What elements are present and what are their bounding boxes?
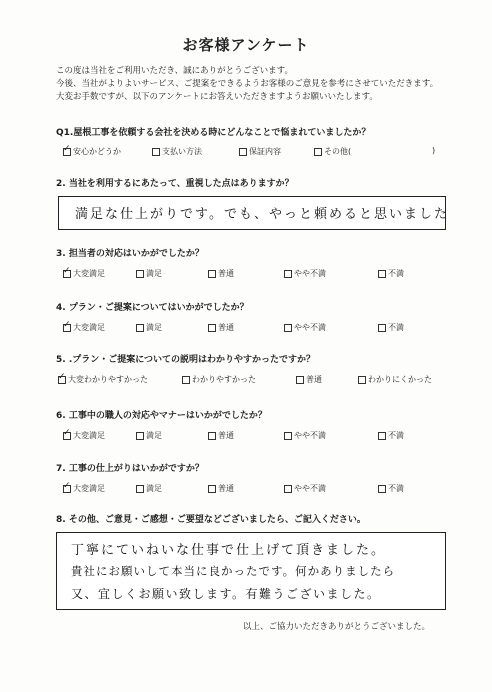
checkbox[interactable] bbox=[239, 148, 247, 156]
q5-option-2[interactable]: わかりやすかった bbox=[182, 374, 256, 385]
checkbox[interactable] bbox=[136, 432, 144, 440]
checkbox-checked[interactable] bbox=[63, 432, 71, 440]
checkbox[interactable] bbox=[296, 376, 304, 384]
q7-option-1[interactable]: ✓ 大変満足 bbox=[63, 483, 105, 494]
q3-option-4[interactable]: やや不満 bbox=[284, 268, 326, 279]
checkbox[interactable] bbox=[284, 432, 292, 440]
q4-option-1[interactable]: ✓ 大変満足 bbox=[63, 322, 105, 333]
question-3-label: 3. 担当者の対応はいかがでしたか？ bbox=[56, 249, 204, 259]
question-2-label: 2. 当社を利用するにあたって、重視した点はありますか？ bbox=[56, 179, 294, 189]
q1-option-4[interactable]: その他( bbox=[314, 146, 351, 157]
q2-answer-box bbox=[58, 196, 449, 230]
checkbox[interactable] bbox=[314, 148, 322, 156]
checkbox[interactable] bbox=[378, 270, 386, 278]
checkbox[interactable] bbox=[378, 432, 386, 440]
q5-option-4[interactable]: わかりにくかった bbox=[358, 374, 432, 385]
q1-option-4-closing: ) bbox=[432, 146, 436, 155]
q2-handwritten-answer: 満足な仕上がりです。でも、やっと頼めると思いました bbox=[75, 207, 449, 222]
intro-line-2: 今後、当社がよりよいサービス、ご提案をできるようお客様のご意見を参考にさせていただきます。 bbox=[56, 79, 439, 89]
checkbox[interactable] bbox=[208, 485, 216, 493]
q1-option-1[interactable]: ✓ 安心かどうか bbox=[63, 146, 121, 157]
q5-option-3[interactable]: 普通 bbox=[296, 374, 322, 385]
checkbox[interactable] bbox=[284, 324, 292, 332]
q1-option-2[interactable]: 支払い方法 bbox=[152, 146, 202, 157]
q8-answer-box bbox=[56, 532, 446, 610]
checkbox-checked[interactable] bbox=[63, 324, 71, 332]
q7-option-3[interactable]: 普通 bbox=[208, 483, 234, 494]
question-6-label: 6. 工事中の職人の対応やマナーはいかがでしたか？ bbox=[56, 411, 267, 421]
q8-handwritten-line-2: 貴社にお願いして本当に良かったです。何かありましたら bbox=[71, 564, 396, 578]
q6-option-4[interactable]: やや不満 bbox=[284, 430, 326, 441]
checkbox[interactable] bbox=[136, 485, 144, 493]
checkbox-checked[interactable] bbox=[63, 270, 71, 278]
q3-option-2[interactable]: 満足 bbox=[136, 268, 162, 279]
question-5-label: 5. .プラン・ご提案についての説明はわかりやすかったですか？ bbox=[56, 355, 316, 365]
q8-handwritten-line-1: 丁寧にていねいな仕事で仕上げて頂きました。 bbox=[71, 543, 387, 558]
q7-option-4[interactable]: やや不満 bbox=[284, 483, 326, 494]
q7-option-5[interactable]: 不満 bbox=[378, 483, 404, 494]
checkbox[interactable] bbox=[136, 324, 144, 332]
checkbox[interactable] bbox=[152, 148, 160, 156]
q5-option-1[interactable]: ✓ 大変わかりやすかった bbox=[58, 374, 148, 385]
checkbox[interactable] bbox=[358, 376, 366, 384]
question-7-label: 7. 工事の仕上がりはいかがですか？ bbox=[56, 464, 204, 474]
q4-option-4[interactable]: やや不満 bbox=[284, 322, 326, 333]
checkbox[interactable] bbox=[378, 324, 386, 332]
checkbox-checked[interactable] bbox=[63, 485, 71, 493]
q4-option-5[interactable]: 不満 bbox=[378, 322, 404, 333]
checkbox[interactable] bbox=[284, 485, 292, 493]
q8-handwritten-line-3: 又、宜しくお願い致します。有難うございました。 bbox=[71, 587, 381, 601]
q6-option-2[interactable]: 満足 bbox=[136, 430, 162, 441]
q6-option-1[interactable]: ✓ 大変満足 bbox=[63, 430, 105, 441]
q3-option-3[interactable]: 普通 bbox=[208, 268, 234, 279]
intro-line-3: 大変お手数ですが、以下のアンケートにお答えいただきますようお願いいたします。 bbox=[56, 92, 378, 102]
checkbox[interactable] bbox=[136, 270, 144, 278]
checkbox[interactable] bbox=[182, 376, 190, 384]
question-8-label: 8. その他、ご意見・ご感想・ご要望などございましたら、ご記入ください。 bbox=[56, 515, 366, 525]
survey-title: お客様アンケート bbox=[182, 36, 310, 54]
question-1-label: Q1.屋根工事を依頼する会社を決める時にどんなことで悩まれていましたか？ bbox=[56, 128, 371, 138]
intro-line-1: この度は当社をご利用いただき、誠にありがとうございます。 bbox=[56, 66, 293, 76]
checkbox[interactable] bbox=[208, 270, 216, 278]
checkbox[interactable] bbox=[208, 324, 216, 332]
checkbox-checked[interactable] bbox=[63, 148, 71, 156]
checkbox[interactable] bbox=[378, 485, 386, 493]
q3-option-1[interactable]: ✓ 大変満足 bbox=[63, 268, 105, 279]
q7-option-2[interactable]: 満足 bbox=[136, 483, 162, 494]
q4-option-2[interactable]: 満足 bbox=[136, 322, 162, 333]
checkbox[interactable] bbox=[208, 432, 216, 440]
q1-option-3[interactable]: 保証内容 bbox=[239, 146, 281, 157]
checkbox-checked[interactable] bbox=[58, 376, 66, 384]
q6-option-5[interactable]: 不満 bbox=[378, 430, 404, 441]
q4-option-3[interactable]: 普通 bbox=[208, 322, 234, 333]
question-4-label: 4. プラン・ご提案についてはいかがでしたか？ bbox=[56, 303, 249, 313]
q3-option-5[interactable]: 不満 bbox=[378, 268, 404, 279]
checkbox[interactable] bbox=[284, 270, 292, 278]
q6-option-3[interactable]: 普通 bbox=[208, 430, 234, 441]
footer-thanks: 以上、ご協力いただきありがとうございました。 bbox=[242, 622, 430, 632]
